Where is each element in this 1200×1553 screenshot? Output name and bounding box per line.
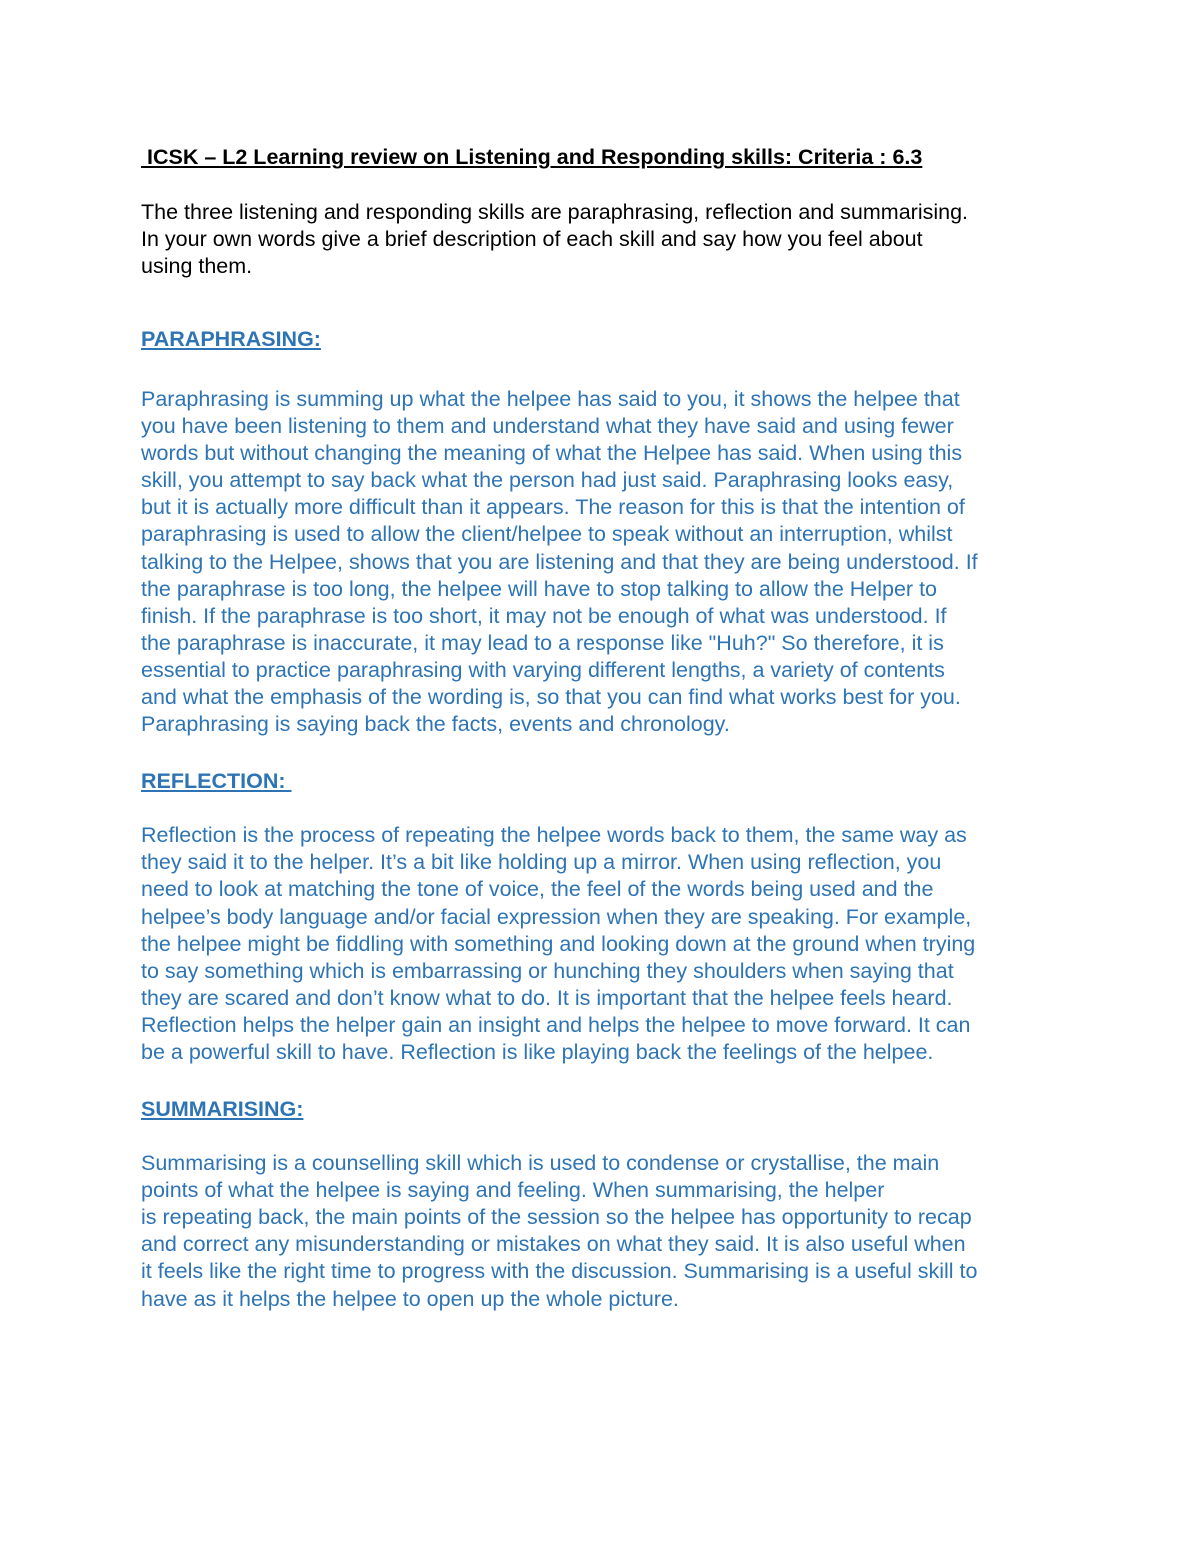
section-body-paraphrasing — [141, 386, 1081, 738]
section-body-reflection — [141, 822, 1081, 1066]
section-heading-reflection: REFLECTION: — [141, 769, 292, 794]
body-line: talking to the Helpee, shows that you are listening and that they are being understood. If — [141, 549, 978, 574]
body-line: need to look at matching the tone of voice, the feel of the words being used and the — [141, 877, 934, 902]
body-line: the paraphrase is too long, the helpee will have to stop talking to allow the Helper to — [141, 576, 937, 601]
section-heading-summarising: SUMMARISING: — [141, 1097, 304, 1122]
body-line: they are scared and don’t know what to do. It is important that the helpee feels heard. — [141, 985, 953, 1010]
intro-line: using them. — [141, 254, 253, 278]
intro-paragraph — [141, 199, 1071, 280]
intro-line: The three listening and responding skills are paraphrasing, reflection and summarising. — [141, 200, 969, 224]
body-line: points of what the helpee is saying and feeling. When summarising, the helper — [141, 1178, 885, 1203]
body-line: essential to practice paraphrasing with varying different lengths, a variety of contents — [141, 657, 945, 682]
body-line: Paraphrasing is summing up what the helpee has said to you, it shows the helpee that — [141, 387, 960, 411]
body-line: to say something which is embarrassing or hunching they shoulders when saying that — [141, 958, 954, 983]
body-line: they said it to the helper. It’s a bit like holding up a mirror. When using reflection, you — [141, 850, 942, 875]
body-line: words but without changing the meaning of what the Helpee has said. When using this — [141, 441, 963, 466]
intro-line: In your own words give a brief description of each skill and say how you feel about — [141, 227, 923, 251]
body-line: and correct any misunderstanding or mistakes on what they said. It is also useful when — [141, 1232, 966, 1257]
body-line: Summarising is a counselling skill which is used to condense or crystallise, the main — [141, 1151, 940, 1176]
body-line: is repeating back, the main points of the session so the helpee has opportunity to recap — [141, 1205, 972, 1230]
body-line: and what the emphasis of the wording is, so that you can find what works best for you. — [141, 685, 961, 710]
body-line: you have been listening to them and understand what they have said and using fewer — [141, 414, 954, 439]
body-line: paraphrasing is used to allow the client/helpee to speak without an interruption, whilst — [141, 522, 953, 547]
body-line: Reflection helps the helper gain an insight and helps the helpee to move forward. It can — [141, 1012, 971, 1037]
body-line: the helpee might be fiddling with something and looking down at the ground when trying — [141, 931, 976, 956]
document-title: ICSK – L2 Learning review on Listening and Responding skills: Criteria : 6.3 — [141, 145, 923, 169]
section-heading-paraphrasing: PARAPHRASING: — [141, 327, 321, 351]
section-body-summarising — [141, 1150, 1081, 1313]
body-line: it feels like the right time to progress with the discussion. Summarising is a useful skill to — [141, 1259, 978, 1284]
document-page — [141, 143, 1081, 1313]
body-line: have as it helps the helpee to open up the whole picture. — [141, 1286, 679, 1311]
body-line: be a powerful skill to have. Reflection is like playing back the feelings of the helpee. — [141, 1039, 934, 1064]
body-line: the paraphrase is inaccurate, it may lead to a response like "Huh?" So therefore, it is — [141, 630, 944, 655]
body-line: helpee’s body language and/or facial expression when they are speaking. For example, — [141, 904, 972, 929]
body-line: Reflection is the process of repeating the helpee words back to them, the same way as — [141, 823, 967, 848]
body-line: Paraphrasing is saying back the facts, events and chronology. — [141, 712, 730, 737]
body-line: finish. If the paraphrase is too short, it may not be enough of what was understood. If — [141, 603, 947, 628]
body-line: skill, you attempt to say back what the person had just said. Paraphrasing looks easy, — [141, 468, 954, 493]
body-line: but it is actually more difficult than it appears. The reason for this is that the intention of — [141, 495, 965, 520]
